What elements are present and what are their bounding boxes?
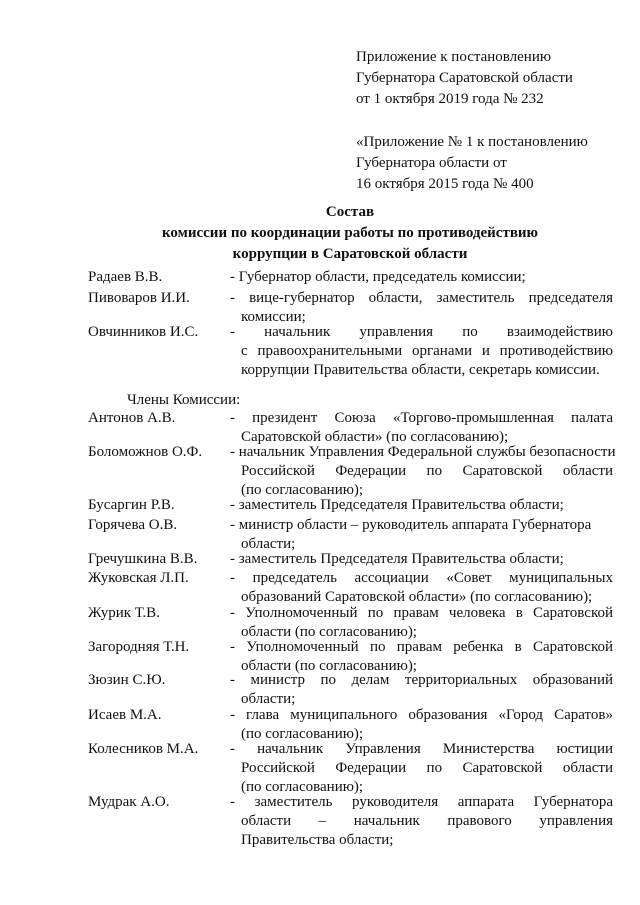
- role-line: комиссии;: [241, 309, 306, 325]
- person-role: [230, 289, 613, 327]
- person-role: [230, 671, 613, 709]
- role-line: - министр по делам территориальных образований: [230, 672, 613, 688]
- person-role: [230, 706, 613, 744]
- role-line: области;: [241, 691, 296, 707]
- appendix-header-line: Приложение к постановлению: [356, 49, 552, 65]
- role-line: - заместитель руководителя аппарата Губернатора: [230, 794, 613, 810]
- role-line: - Уполномоченный по правам человека в Саратовской: [230, 605, 613, 621]
- person-role: [230, 323, 613, 380]
- role-line: (по согласованию);: [241, 726, 364, 742]
- person-role: [230, 740, 613, 797]
- original-appendix-header-line: «Приложение № 1 к постановлению: [356, 134, 588, 150]
- role-line: - начальник Управления Министерства юстиции: [230, 741, 613, 757]
- original-appendix-header-line: 16 октября 2015 года № 400: [356, 176, 534, 192]
- role-line: - начальник управления по взаимодействию: [230, 324, 613, 340]
- role-line: - заместитель Председателя Правительства области;: [230, 551, 564, 567]
- person-name: Мудрак А.О.: [88, 794, 170, 810]
- person-name: Жуковская Л.П.: [88, 570, 189, 586]
- role-line: коррупции Правительства области, секретарь комиссии.: [241, 362, 600, 378]
- role-line: - Уполномоченный по правам ребенка в Саратовской: [230, 639, 613, 655]
- person-name: Горячева О.В.: [88, 517, 178, 533]
- role-line: - Губернатор области, председатель комиссии;: [230, 269, 526, 285]
- role-line: области (по согласованию);: [241, 658, 417, 674]
- person-name: Радаев В.В.: [88, 269, 163, 285]
- original-appendix-header-line: Губернатора области от: [356, 155, 507, 171]
- person-name: Овчинников И.С.: [88, 324, 199, 340]
- original-appendix-header: [356, 132, 588, 195]
- role-line: области (по согласованию);: [241, 624, 417, 640]
- title-line: комиссии по координации работы по противодействию: [161, 225, 539, 241]
- role-line: (по согласованию);: [241, 779, 364, 795]
- person-name: Колесников М.А.: [88, 741, 199, 757]
- role-line: - заместитель Председателя Правительства области;: [230, 497, 564, 513]
- role-line: Правительства области;: [241, 832, 394, 848]
- person-name: Зюзин С.Ю.: [88, 672, 166, 688]
- title-line: Состав: [325, 204, 375, 220]
- person-name: Антонов А.В.: [88, 410, 176, 426]
- role-line: - председатель ассоциации «Совет муниципальных: [230, 570, 613, 586]
- role-line: - глава муниципального образования «Город Саратов»: [230, 707, 613, 723]
- document-title: [0, 202, 640, 265]
- role-line: образований Саратовской области» (по согласованию);: [241, 589, 593, 605]
- person-name: Гречушкина В.В.: [88, 551, 198, 567]
- person-role: [230, 496, 613, 515]
- person-name: Журик Т.В.: [88, 605, 160, 621]
- person-name: Боломожнов О.Ф.: [88, 444, 203, 460]
- person-name: Бусаргин Р.В.: [88, 497, 175, 513]
- person-role: [230, 569, 613, 607]
- role-line: Российской Федерации по Саратовской области: [241, 760, 613, 776]
- person-name: Исаев М.А.: [88, 707, 162, 723]
- person-name: Пивоваров И.И.: [88, 290, 190, 306]
- role-line: области – начальник правового управления: [241, 813, 613, 829]
- role-line: области;: [241, 536, 296, 552]
- person-role: [230, 443, 616, 500]
- role-line: Российской Федерации по Саратовской области: [241, 463, 613, 479]
- role-line: - президент Союза «Торгово-промышленная палата: [230, 410, 613, 426]
- person-role: [230, 550, 613, 569]
- role-line: - министр области – руководитель аппарата Губернатора: [230, 517, 592, 533]
- person-name: Загородняя Т.Н.: [88, 639, 190, 655]
- appendix-header: [356, 47, 573, 110]
- appendix-header-line: от 1 октября 2019 года № 232: [356, 91, 544, 107]
- appendix-header-line: Губернатора Саратовской области: [356, 70, 573, 86]
- role-line: с правоохранительными органами и противодействию: [241, 343, 613, 359]
- role-line: - начальник Управления Федеральной службы безопасности: [230, 444, 616, 460]
- person-role: [230, 516, 613, 554]
- members-heading: Члены Комиссии:: [127, 392, 241, 408]
- person-role: [230, 604, 613, 642]
- person-role: [230, 793, 613, 850]
- person-role: [230, 268, 613, 287]
- role-line: - вице-губернатор области, заместитель председателя: [230, 290, 613, 306]
- role-line: Саратовской области» (по согласованию);: [241, 429, 509, 445]
- person-role: [230, 409, 613, 447]
- role-line: (по согласованию);: [241, 482, 364, 498]
- title-line: коррупции в Саратовской области: [232, 246, 468, 262]
